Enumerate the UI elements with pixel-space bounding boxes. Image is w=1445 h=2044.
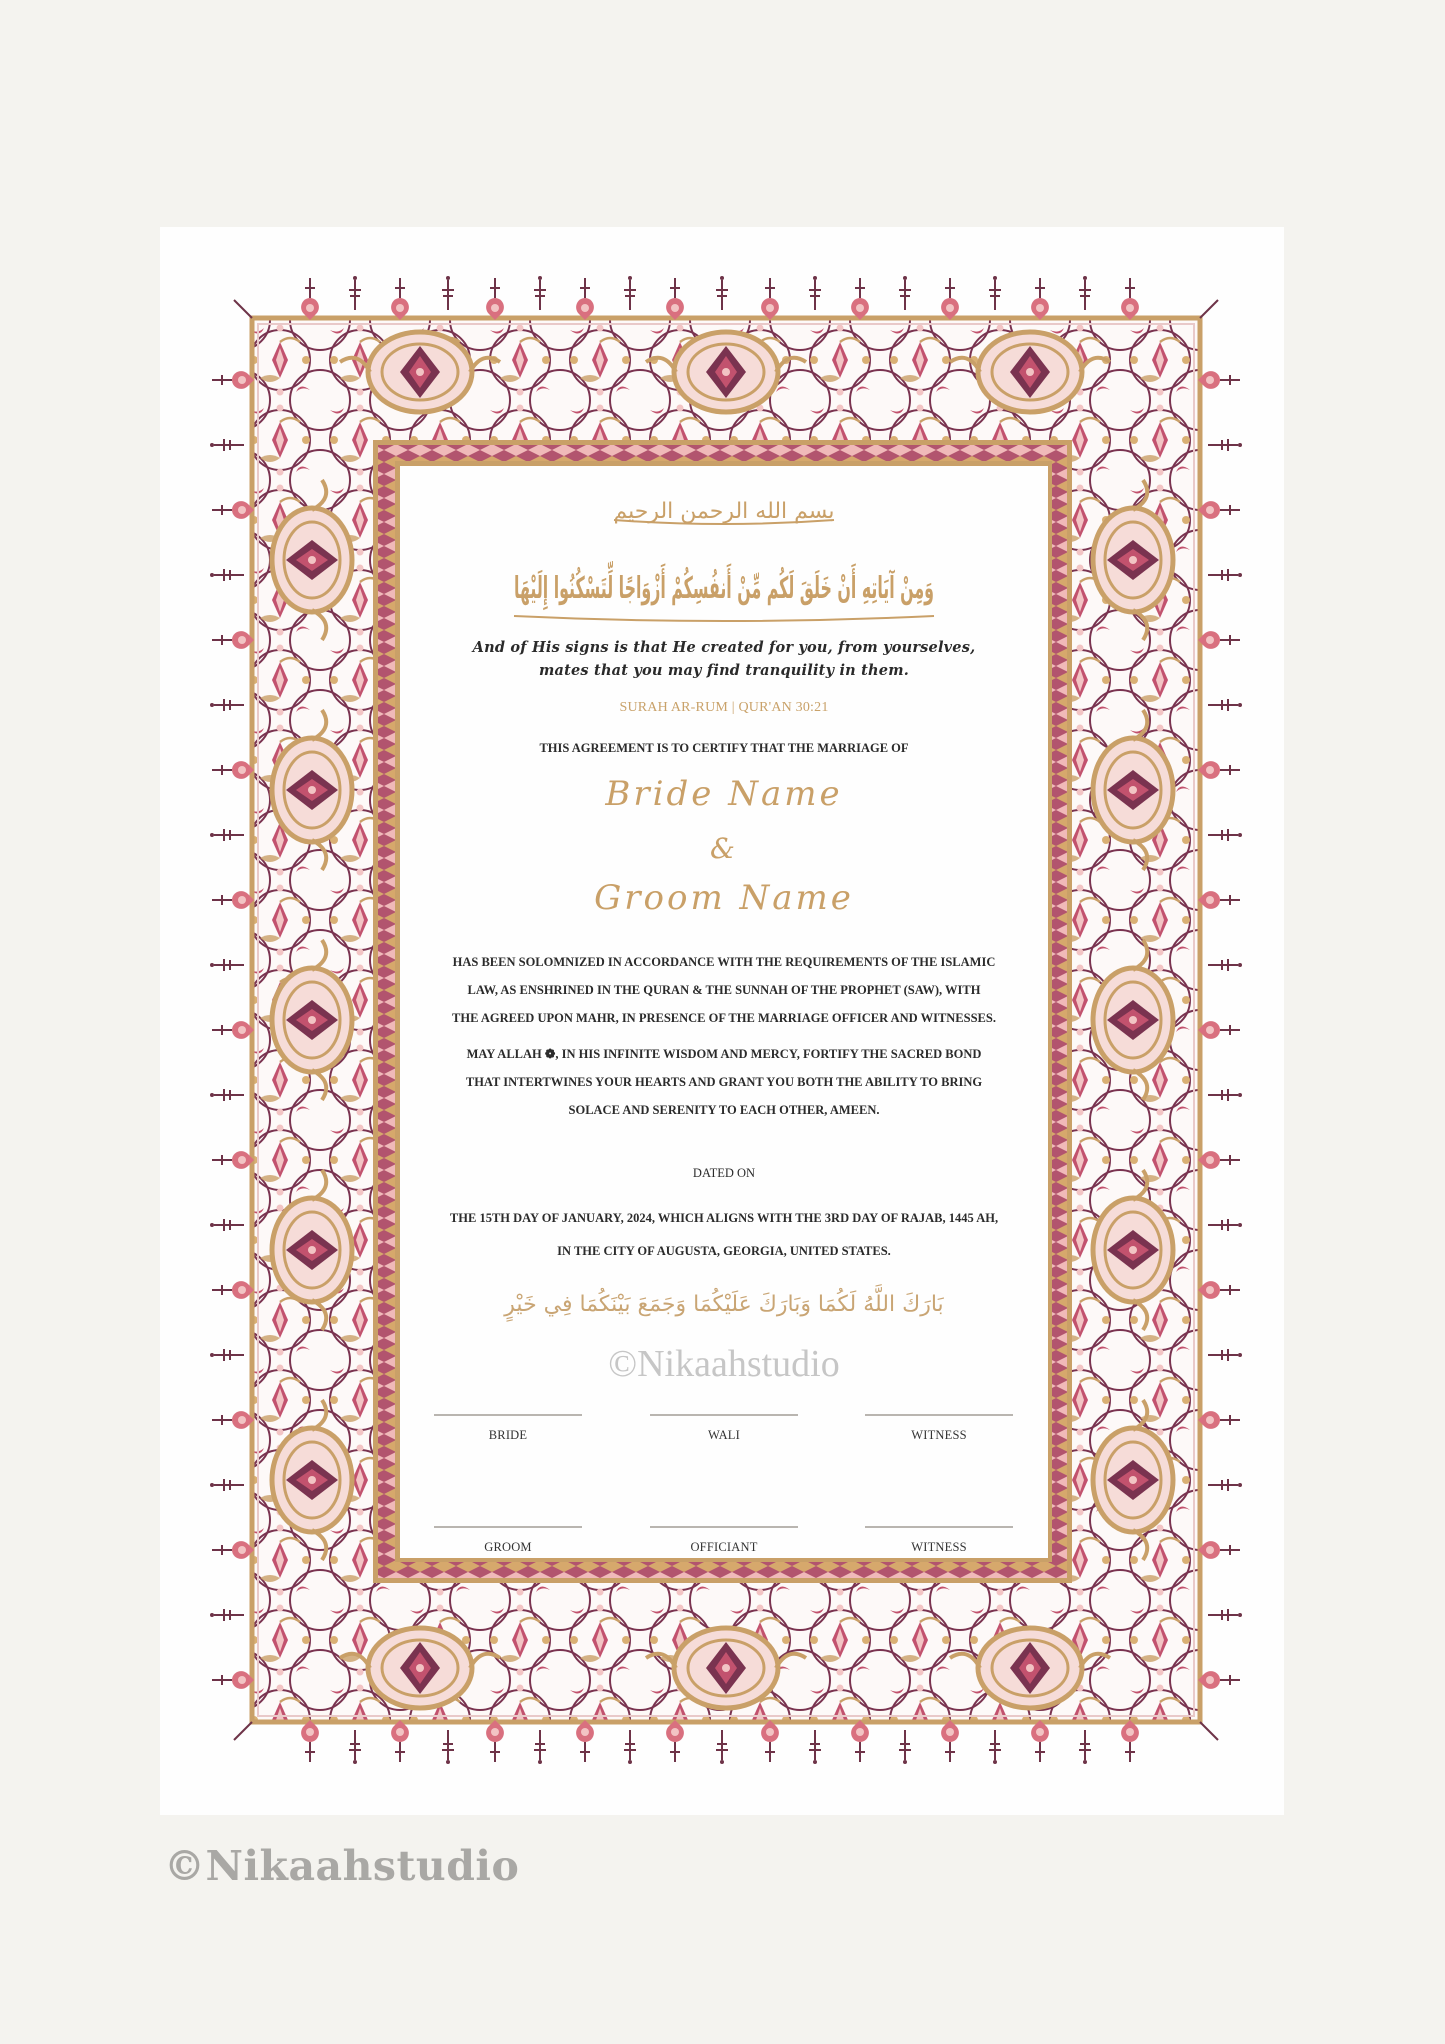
watermark: ©Nikaahstudio — [608, 1343, 840, 1385]
signature-line — [434, 1526, 582, 1528]
signature-label: WITNESS — [911, 1428, 967, 1442]
verse-translation-line: mates that you may find tranquility in them. — [538, 662, 910, 679]
signature-witness-1[interactable] — [865, 1414, 1013, 1443]
signature-line — [865, 1526, 1013, 1528]
signature-bride[interactable] — [434, 1414, 582, 1443]
bismillah-calligraphy — [400, 486, 1048, 528]
paragraph-line: MAY ALLAH ❁, IN HIS INFINITE WISDOM AND MERCY, FORTIFY THE SACRED BOND — [466, 1047, 982, 1061]
verse-calligraphy — [400, 528, 1311, 624]
verse-translation-line: And of His signs is that He created for you, from yourselves, — [472, 639, 976, 656]
location-line: IN THE CITY OF AUGUSTA, GEORGIA, UNITED STATES. — [557, 1244, 891, 1258]
signature-groom[interactable] — [434, 1526, 582, 1555]
verse-reference: SURAH AR-RUM | QUR'AN 30:21 — [619, 700, 829, 715]
signature-label: OFFICIANT — [690, 1540, 758, 1554]
paragraph-line: LAW, AS ENSHRINED IN THE QURAN & THE SUNNAH OF THE PROPHET (SAW), WITH — [467, 983, 981, 997]
signature-line — [434, 1414, 582, 1416]
certify-statement: THIS AGREEMENT IS TO CERTIFY THAT THE MARRIAGE OF — [539, 741, 909, 755]
date-location — [380, 1202, 1068, 1268]
verse-translation — [400, 636, 1048, 682]
signature-label: WALI — [707, 1428, 741, 1442]
brand-watermark: ©Nikaahstudio — [164, 1842, 520, 1890]
signature-label: GROOM — [484, 1540, 532, 1554]
date-line: THE 15TH DAY OF JANUARY, 2024, WHICH ALIGNS WITH THE 3RD DAY OF RAJAB, 1445 AH, — [449, 1211, 999, 1225]
paragraph-line: THAT INTERTWINES YOUR HEARTS AND GRANT YOU BOTH THE ABILITY TO BRING — [465, 1075, 983, 1089]
ampersand: & — [710, 832, 738, 865]
paragraph-line: HAS BEEN SOLOMNIZED IN ACCORDANCE WITH THE REQUIREMENTS OF THE ISLAMIC — [452, 955, 996, 969]
paragraph-line: SOLACE AND SERENITY TO EACH OTHER, AMEEN. — [568, 1103, 880, 1117]
blessing-paragraph — [380, 1040, 1068, 1124]
dua-arabic: بَارَكَ اللَّهُ لَكُمَا وَبَارَكَ عَلَيْكُمَا وَجَمَعَ بَيْنَكُمَا فِي خَيْرٍ — [504, 1292, 944, 1317]
svg-text:بسم الله الرحمن الرحيم: بسم الله الرحمن الرحيم — [613, 499, 835, 524]
signature-wali[interactable] — [650, 1414, 798, 1443]
signature-line — [650, 1526, 798, 1528]
solemnization-paragraph — [380, 948, 1068, 1032]
signature-line — [865, 1414, 1013, 1416]
paragraph-line: THE AGREED UPON MAHR, IN PRESENCE OF THE MARRIAGE OFFICER AND WITNESSES. — [452, 1011, 996, 1025]
signature-label: WITNESS — [911, 1540, 967, 1554]
bride-name-field[interactable]: Bride Name — [605, 774, 843, 814]
dated-on-label: DATED ON — [692, 1166, 756, 1180]
certificate-content — [400, 466, 1311, 1558]
groom-name-field[interactable]: Groom Name — [594, 878, 854, 918]
signature-label: BRIDE — [488, 1428, 528, 1442]
signature-line — [650, 1414, 798, 1416]
svg-text:وَمِنْ آيَاتِهِ أَنْ خَلَقَ لَ: وَمِنْ آيَاتِهِ أَنْ خَلَقَ لَكُم مِّنْ أَنفُسِكُمْ أَزْوَاجًا لِّتَسْكُنُوا إِلَيْهَا — [514, 571, 1311, 606]
signature-officiant[interactable] — [650, 1526, 798, 1555]
signature-witness-2[interactable] — [865, 1526, 1013, 1555]
